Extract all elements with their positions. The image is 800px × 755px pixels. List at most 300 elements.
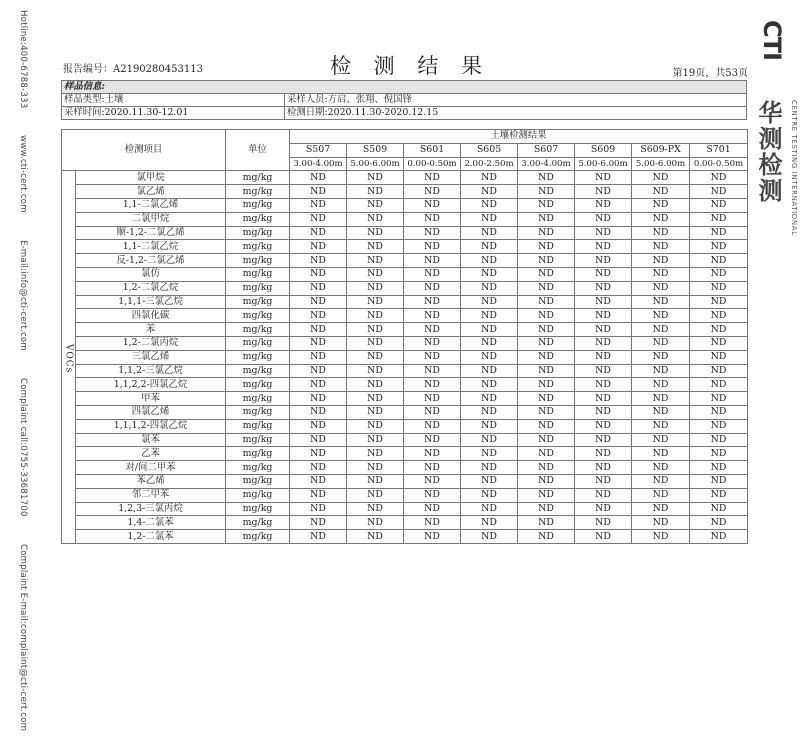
sample-id-cell: S509 [347, 143, 404, 157]
result-cell: ND [632, 530, 690, 544]
result-cell: ND [347, 461, 404, 475]
result-cell: ND [347, 419, 404, 433]
unit-cell: mg/kg [226, 502, 290, 516]
result-cell: ND [632, 364, 690, 378]
item-name-cell: 1,2-二氯乙烷 [76, 281, 226, 295]
table-row [62, 336, 748, 350]
result-cell: ND [518, 405, 575, 419]
unit-cell: mg/kg [226, 433, 290, 447]
result-cell: ND [461, 405, 518, 419]
result-cell: ND [461, 461, 518, 475]
result-cell: ND [404, 323, 461, 337]
result-cell: ND [404, 405, 461, 419]
table-row [62, 185, 748, 199]
item-name-cell: 氯仿 [76, 267, 226, 281]
result-cell: ND [404, 419, 461, 433]
testing-date: 检测日期:2020.11.30-2020.12.15 [285, 107, 747, 120]
table-row [62, 474, 748, 488]
result-cell: ND [518, 488, 575, 502]
result-cell: ND [518, 267, 575, 281]
item-name-cell: 四氯乙烯 [76, 405, 226, 419]
result-cell: ND [290, 530, 347, 544]
result-cell: ND [575, 364, 632, 378]
result-cell: ND [575, 405, 632, 419]
result-cell: ND [632, 295, 690, 309]
result-cell: ND [404, 530, 461, 544]
result-cell: ND [290, 433, 347, 447]
result-cell: ND [690, 516, 748, 530]
item-name-cell: 反-1,2-二氯乙烯 [76, 254, 226, 268]
result-cell: ND [347, 309, 404, 323]
sample-info-header: 样品信息: [62, 81, 747, 94]
result-cell: ND [575, 212, 632, 226]
table-row [62, 350, 748, 364]
result-cell: ND [461, 488, 518, 502]
item-name-cell: 1,1,2-三氯乙烷 [76, 364, 226, 378]
result-cell: ND [461, 364, 518, 378]
cti-logo: CTI [758, 20, 786, 60]
table-row [62, 392, 748, 406]
item-name-cell: 甲苯 [76, 392, 226, 406]
result-cell: ND [290, 447, 347, 461]
unit-cell: mg/kg [226, 419, 290, 433]
result-cell: ND [632, 474, 690, 488]
result-cell: ND [404, 281, 461, 295]
result-cell: ND [575, 378, 632, 392]
unit-cell: mg/kg [226, 309, 290, 323]
result-cell: ND [575, 281, 632, 295]
result-cell: ND [690, 295, 748, 309]
result-cell: ND [461, 474, 518, 488]
unit-cell: mg/kg [226, 364, 290, 378]
item-name-cell: 1,2,3-三氯丙烷 [76, 502, 226, 516]
unit-cell: mg/kg [226, 212, 290, 226]
result-cell: ND [518, 502, 575, 516]
result-cell: ND [290, 171, 347, 185]
result-cell: ND [290, 185, 347, 199]
table-row [62, 488, 748, 502]
sample-depth-cell: 3.00-4.00m [518, 157, 575, 171]
result-cell: ND [518, 295, 575, 309]
result-cell: ND [518, 530, 575, 544]
result-cell: ND [347, 350, 404, 364]
result-cell: ND [690, 198, 748, 212]
item-name-cell: 1,1,1-三氯乙烷 [76, 295, 226, 309]
table-row [62, 461, 748, 475]
sample-id-cell: S507 [290, 143, 347, 157]
result-cell: ND [347, 240, 404, 254]
result-cell: ND [461, 226, 518, 240]
item-name-cell: 三氯乙烯 [76, 350, 226, 364]
result-cell: ND [690, 185, 748, 199]
result-cell: ND [290, 488, 347, 502]
table-row [62, 405, 748, 419]
result-cell: ND [632, 198, 690, 212]
cti-logo-chinese: 华测检测 [754, 100, 782, 204]
result-cell: ND [690, 447, 748, 461]
result-cell: ND [632, 309, 690, 323]
result-cell: ND [461, 254, 518, 268]
result-cell: ND [690, 392, 748, 406]
result-cell: ND [690, 474, 748, 488]
result-cell: ND [461, 419, 518, 433]
result-cell: ND [404, 447, 461, 461]
unit-cell: mg/kg [226, 488, 290, 502]
sample-type: 样品类型:土壤 [62, 94, 285, 107]
result-cell: ND [404, 309, 461, 323]
result-cell: ND [518, 419, 575, 433]
result-cell: ND [575, 254, 632, 268]
result-cell: ND [575, 336, 632, 350]
unit-cell: mg/kg [226, 461, 290, 475]
table-row [62, 267, 748, 281]
result-cell: ND [632, 323, 690, 337]
result-cell: ND [690, 502, 748, 516]
result-cell: ND [632, 226, 690, 240]
result-cell: ND [404, 364, 461, 378]
result-cell: ND [347, 378, 404, 392]
sampling-time: 采样时间:2020.11.30-12.01 [62, 107, 285, 120]
group-header: 土壤检测结果 [290, 130, 748, 144]
result-cell: ND [290, 323, 347, 337]
result-cell: ND [347, 198, 404, 212]
result-cell: ND [347, 488, 404, 502]
table-row [62, 419, 748, 433]
result-cell: ND [690, 530, 748, 544]
table-row [62, 171, 748, 185]
result-cell: ND [347, 447, 404, 461]
result-cell: ND [575, 447, 632, 461]
result-cell: ND [632, 405, 690, 419]
item-name-cell: 1,1,1,2-四氯乙烷 [76, 419, 226, 433]
sample-info-table [61, 80, 747, 120]
result-cell: ND [575, 530, 632, 544]
result-cell: ND [632, 461, 690, 475]
voc-group-label: VOCs [62, 171, 76, 544]
result-cell: ND [575, 240, 632, 254]
table-row [62, 447, 748, 461]
result-cell: ND [404, 226, 461, 240]
result-cell: ND [461, 516, 518, 530]
sample-id-cell: S609 [575, 143, 632, 157]
unit-cell: mg/kg [226, 226, 290, 240]
result-cell: ND [632, 392, 690, 406]
result-cell: ND [690, 171, 748, 185]
result-cell: ND [461, 185, 518, 199]
result-cell: ND [575, 433, 632, 447]
unit-cell: mg/kg [226, 378, 290, 392]
item-name-cell: 邻二甲苯 [76, 488, 226, 502]
result-cell: ND [518, 350, 575, 364]
result-cell: ND [404, 392, 461, 406]
sample-depth-cell: 0.00-0.50m [404, 157, 461, 171]
result-cell: ND [575, 171, 632, 185]
result-cell: ND [461, 281, 518, 295]
result-cell: ND [575, 185, 632, 199]
samplers: 采样人员:方启、张翔、倪国锋 [285, 94, 747, 107]
result-cell: ND [461, 295, 518, 309]
unit-cell: mg/kg [226, 240, 290, 254]
table-row [62, 281, 748, 295]
sample-id-cell: S605 [461, 143, 518, 157]
unit-cell: mg/kg [226, 185, 290, 199]
complaint-email-text: Complaint E-mail:complaint@cti-cert.com [18, 543, 28, 731]
result-cell: ND [518, 309, 575, 323]
result-cell: ND [404, 198, 461, 212]
result-cell: ND [518, 185, 575, 199]
result-cell: ND [290, 309, 347, 323]
result-cell: ND [575, 226, 632, 240]
result-cell: ND [575, 323, 632, 337]
result-cell: ND [690, 240, 748, 254]
unit-cell: mg/kg [226, 405, 290, 419]
left-margin-contact [0, 0, 40, 731]
item-name-cell: 1,2-二氯丙烷 [76, 336, 226, 350]
result-cell: ND [290, 267, 347, 281]
unit-cell: mg/kg [226, 447, 290, 461]
page-info: 第19页，共53页 [672, 68, 748, 79]
result-cell: ND [575, 516, 632, 530]
sample-depth-cell: 0.00-0.50m [690, 157, 748, 171]
result-cell: ND [690, 309, 748, 323]
result-cell: ND [575, 267, 632, 281]
result-cell: ND [690, 378, 748, 392]
result-cell: ND [347, 212, 404, 226]
table-row [62, 226, 748, 240]
unit-cell: mg/kg [226, 254, 290, 268]
result-cell: ND [347, 364, 404, 378]
unit-cell: mg/kg [226, 295, 290, 309]
result-cell: ND [518, 171, 575, 185]
result-cell: ND [290, 240, 347, 254]
contact-strip [8, 10, 28, 731]
result-cell: ND [347, 392, 404, 406]
result-cell: ND [347, 281, 404, 295]
result-cell: ND [690, 226, 748, 240]
result-cell: ND [461, 198, 518, 212]
result-cell: ND [632, 254, 690, 268]
result-cell: ND [518, 364, 575, 378]
table-row [62, 309, 748, 323]
item-name-cell: 氯甲烷 [76, 171, 226, 185]
result-cell: ND [404, 212, 461, 226]
item-name-cell: 1,1-二氯乙烷 [76, 240, 226, 254]
unit-cell: mg/kg [226, 198, 290, 212]
result-cell: ND [461, 171, 518, 185]
result-cell: ND [404, 254, 461, 268]
result-cell: ND [347, 405, 404, 419]
table-row [62, 433, 748, 447]
sample-depth-cell: 5.00-6.00m [632, 157, 690, 171]
result-cell: ND [518, 378, 575, 392]
unit-cell: mg/kg [226, 336, 290, 350]
result-cell: ND [347, 530, 404, 544]
result-cell: ND [690, 350, 748, 364]
table-row [62, 364, 748, 378]
result-cell: ND [690, 281, 748, 295]
result-cell: ND [290, 295, 347, 309]
result-cell: ND [518, 392, 575, 406]
result-cell: ND [518, 474, 575, 488]
result-cell: ND [404, 336, 461, 350]
table-row [62, 254, 748, 268]
result-cell: ND [290, 254, 347, 268]
result-cell: ND [290, 378, 347, 392]
result-cell: ND [290, 212, 347, 226]
result-cell: ND [347, 267, 404, 281]
result-cell: ND [690, 254, 748, 268]
table-row [62, 530, 748, 544]
item-header: 检测项目 [62, 130, 226, 171]
result-cell: ND [290, 364, 347, 378]
result-cell: ND [290, 405, 347, 419]
result-cell: ND [347, 226, 404, 240]
result-cell: ND [461, 336, 518, 350]
result-cell: ND [518, 226, 575, 240]
item-name-cell: 1,4-二氯苯 [76, 516, 226, 530]
result-cell: ND [518, 433, 575, 447]
result-cell: ND [290, 226, 347, 240]
sample-id-cell: S609-PX [632, 143, 690, 157]
item-name-cell: 乙苯 [76, 447, 226, 461]
result-cell: ND [575, 474, 632, 488]
result-cell: ND [404, 267, 461, 281]
result-cell: ND [461, 267, 518, 281]
result-cell: ND [347, 295, 404, 309]
result-cell: ND [632, 171, 690, 185]
result-cell: ND [404, 240, 461, 254]
table-row [62, 502, 748, 516]
result-cell: ND [632, 240, 690, 254]
table-row [62, 295, 748, 309]
item-name-cell: 氯苯 [76, 433, 226, 447]
unit-cell: mg/kg [226, 323, 290, 337]
result-cell: ND [632, 350, 690, 364]
email-text: E-mail:info@cti-cert.com [18, 240, 28, 351]
web-text: www.cti-cert.com [18, 135, 28, 214]
result-cell: ND [347, 336, 404, 350]
result-cell: ND [518, 447, 575, 461]
result-cell: ND [461, 433, 518, 447]
result-cell: ND [404, 295, 461, 309]
result-cell: ND [632, 447, 690, 461]
table-row [62, 378, 748, 392]
sample-depth-cell: 5.00-6.00m [575, 157, 632, 171]
result-cell: ND [518, 461, 575, 475]
result-cell: ND [347, 502, 404, 516]
report-number: 报告编号：A2190280453113 [63, 64, 203, 75]
result-cell: ND [290, 461, 347, 475]
result-cell: ND [632, 281, 690, 295]
item-name-cell: 苯乙烯 [76, 474, 226, 488]
result-cell: ND [404, 378, 461, 392]
result-cell: ND [690, 364, 748, 378]
result-cell: ND [461, 240, 518, 254]
result-cell: ND [347, 474, 404, 488]
result-cell: ND [518, 198, 575, 212]
result-cell: ND [575, 350, 632, 364]
sample-depth-cell: 2.00-2.50m [461, 157, 518, 171]
result-cell: ND [461, 447, 518, 461]
result-cell: ND [632, 378, 690, 392]
result-cell: ND [690, 336, 748, 350]
item-name-cell: 1,1,2,2-四氯乙烷 [76, 378, 226, 392]
result-cell: ND [347, 185, 404, 199]
result-cell: ND [575, 295, 632, 309]
result-cell: ND [404, 350, 461, 364]
table-row [62, 240, 748, 254]
result-cell: ND [404, 461, 461, 475]
results-table [61, 129, 748, 544]
result-cell: ND [290, 336, 347, 350]
unit-cell: mg/kg [226, 392, 290, 406]
unit-cell: mg/kg [226, 530, 290, 544]
result-cell: ND [290, 419, 347, 433]
result-cell: ND [404, 516, 461, 530]
sample-depth-cell: 3.00-4.00m [290, 157, 347, 171]
table-row [62, 212, 748, 226]
result-cell: ND [461, 323, 518, 337]
table-row [62, 516, 748, 530]
result-cell: ND [461, 350, 518, 364]
result-cell: ND [404, 171, 461, 185]
result-cell: ND [461, 502, 518, 516]
result-cell: ND [290, 516, 347, 530]
result-cell: ND [404, 488, 461, 502]
result-cell: ND [404, 474, 461, 488]
item-name-cell: 四氯化碳 [76, 309, 226, 323]
sample-id-cell: S701 [690, 143, 748, 157]
sample-id-cell: S601 [404, 143, 461, 157]
result-cell: ND [690, 323, 748, 337]
result-cell: ND [690, 212, 748, 226]
result-cell: ND [347, 516, 404, 530]
result-cell: ND [347, 433, 404, 447]
right-margin-logo [755, 0, 800, 565]
result-cell: ND [690, 405, 748, 419]
result-cell: ND [518, 240, 575, 254]
result-cell: ND [404, 185, 461, 199]
result-cell: ND [461, 378, 518, 392]
result-cell: ND [347, 254, 404, 268]
result-cell: ND [690, 488, 748, 502]
result-cell: ND [518, 212, 575, 226]
cti-logo-english: CENTRE TESTING INTERNATIONAL [790, 100, 798, 236]
result-cell: ND [461, 392, 518, 406]
result-cell: ND [290, 281, 347, 295]
page-title: 检 测 结 果 [330, 54, 491, 78]
result-cell: ND [632, 336, 690, 350]
result-cell: ND [632, 433, 690, 447]
result-cell: ND [461, 212, 518, 226]
item-name-cell: 苯 [76, 323, 226, 337]
result-cell: ND [632, 267, 690, 281]
result-cell: ND [461, 530, 518, 544]
results-body [62, 171, 748, 544]
result-cell: ND [632, 488, 690, 502]
result-cell: ND [632, 212, 690, 226]
result-cell: ND [518, 323, 575, 337]
result-cell: ND [518, 516, 575, 530]
result-cell: ND [632, 516, 690, 530]
unit-header: 单位 [226, 130, 290, 171]
sample-id-cell: S607 [518, 143, 575, 157]
result-cell: ND [290, 198, 347, 212]
complaint-call-text: Complaint call:0755-33681700 [18, 377, 28, 517]
unit-cell: mg/kg [226, 267, 290, 281]
unit-cell: mg/kg [226, 350, 290, 364]
result-cell: ND [290, 392, 347, 406]
